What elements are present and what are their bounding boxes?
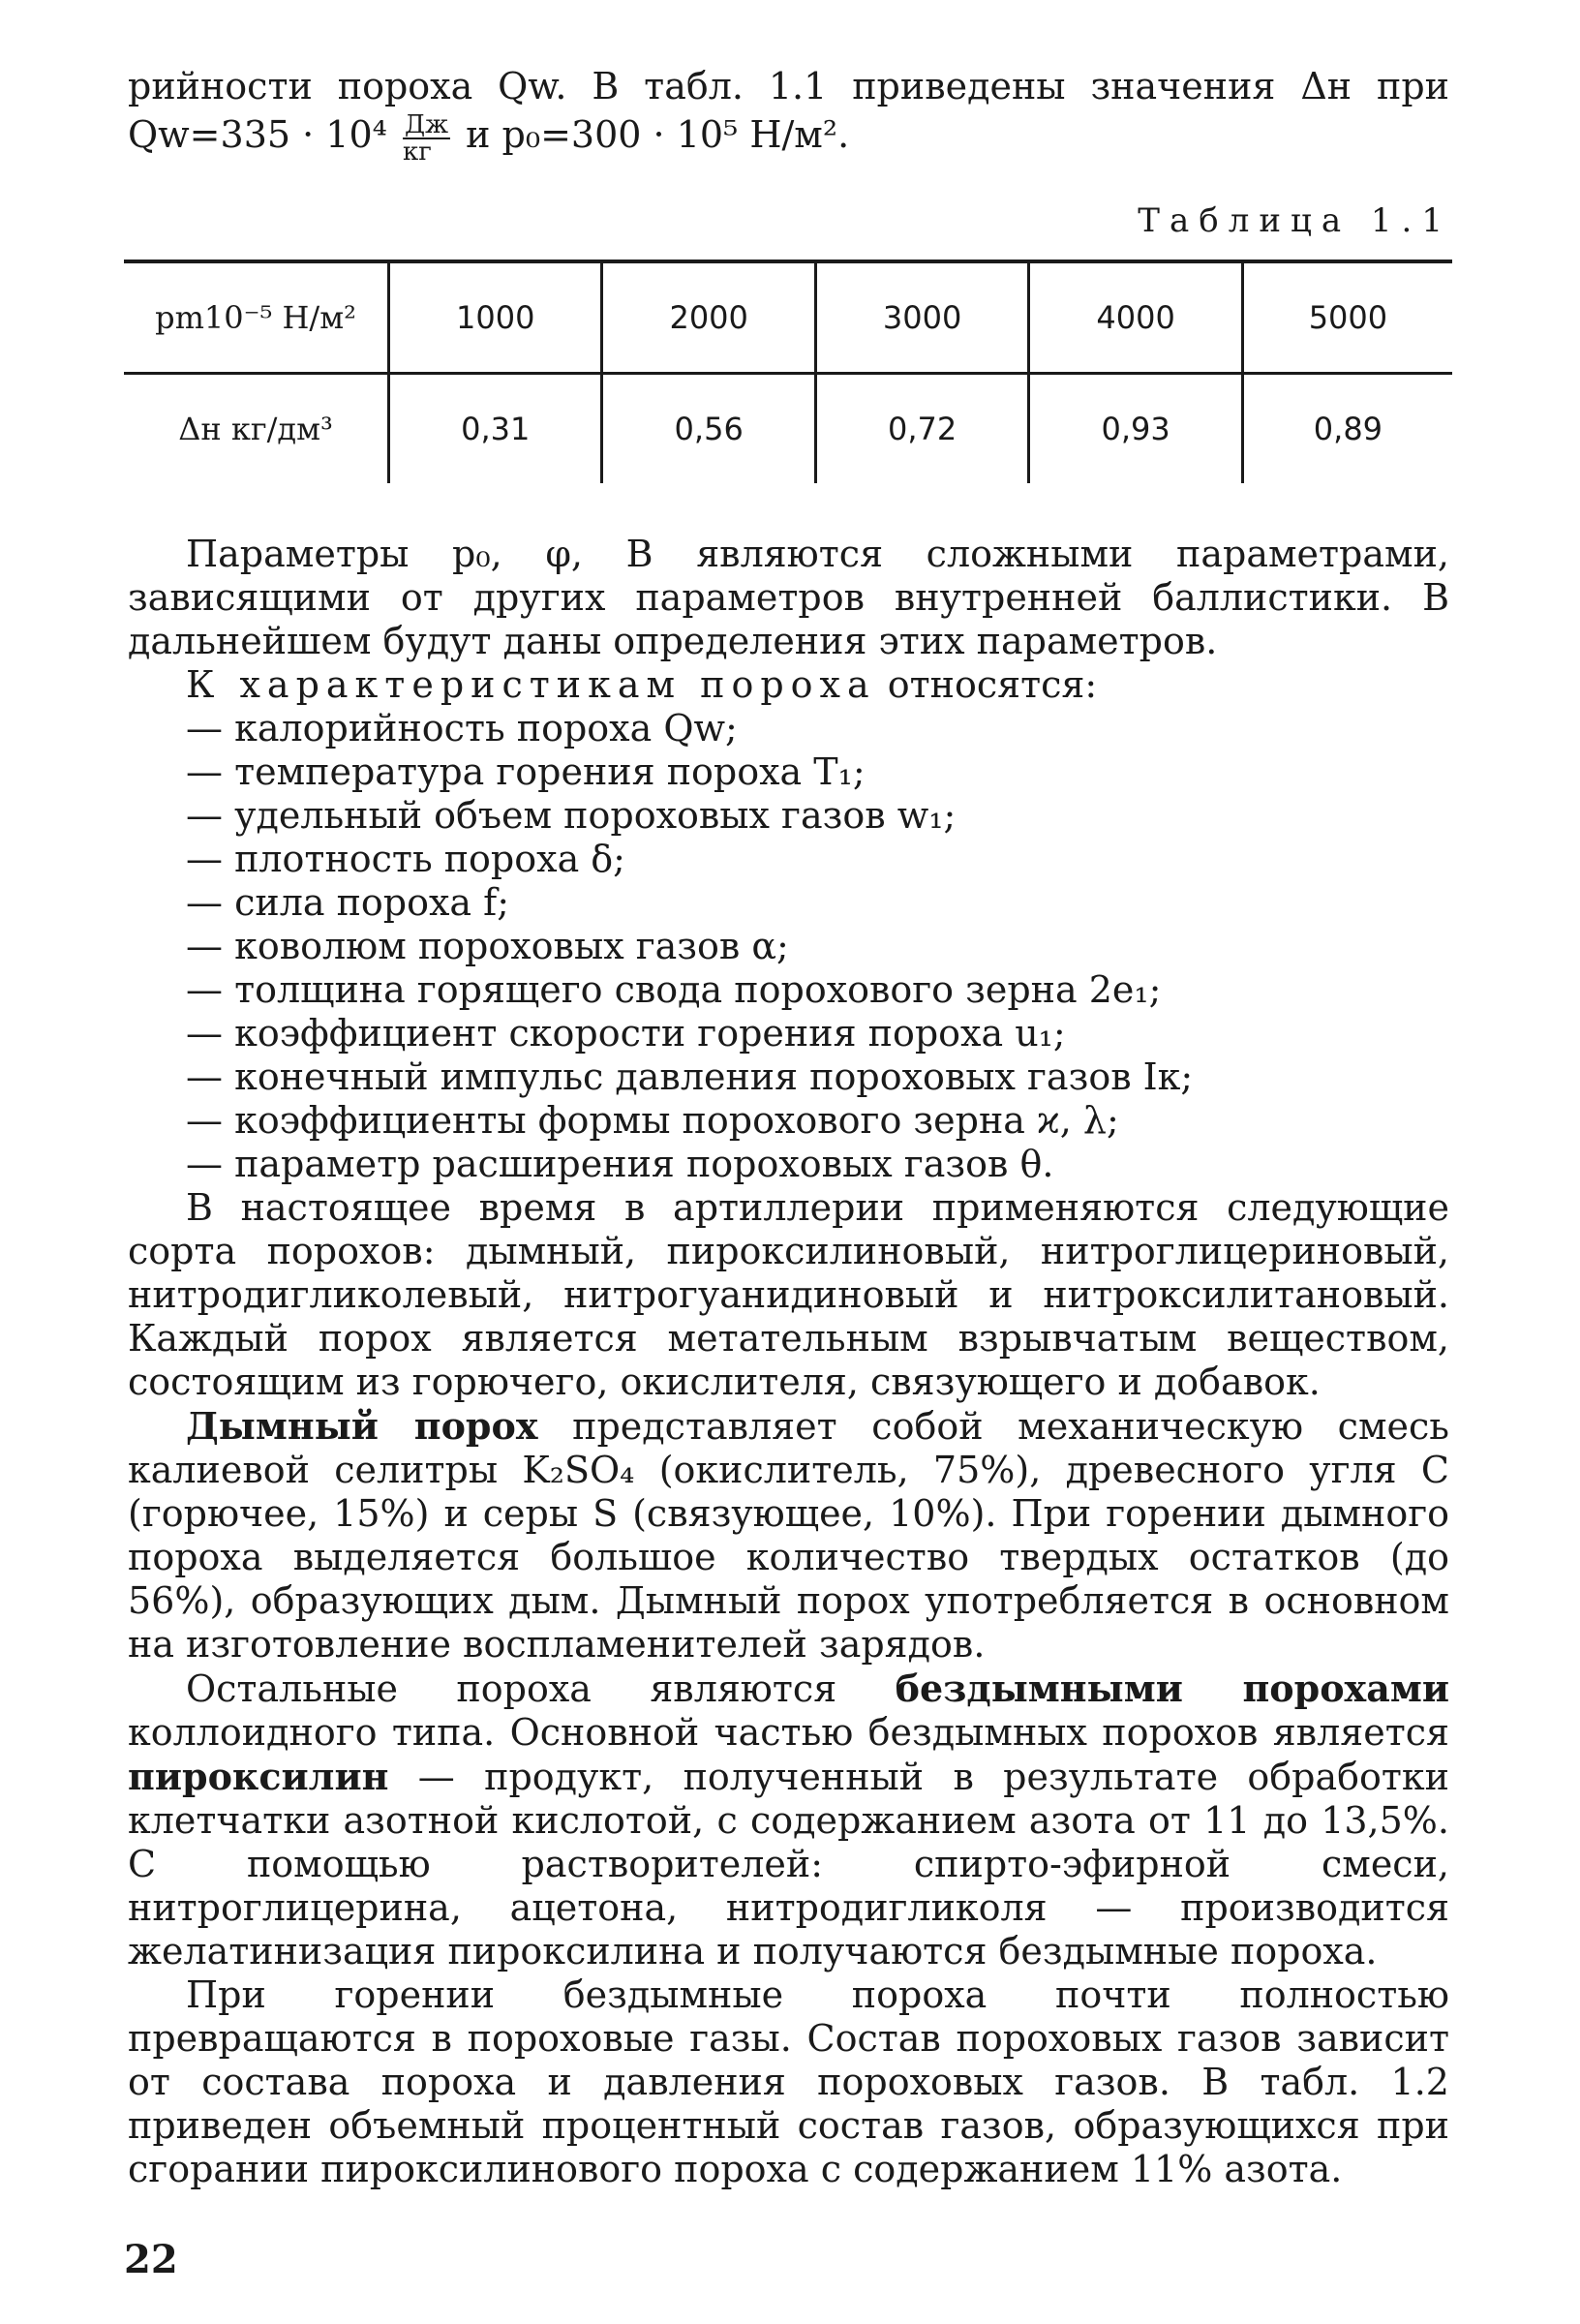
- list-item: — коэффициент скорости горения пороха u₁;: [186, 1012, 1066, 1055]
- paragraph-combustion: При горении бездымные пороха почти полностью превращаются в пороховые газы. Состав пороховых газов зависит от состава пороха и давления пороховых газов. В табл. 1.2 приведен объемный процентный состав газов, образующихся при сгорании пироксилинового пороха с содержанием 11% азота.: [128, 1973, 1449, 2190]
- value-cell: 0,31: [389, 374, 602, 484]
- page-number: 22: [124, 2237, 178, 2282]
- list-item: — конечный импульс давления пороховых газов Iк;: [186, 1055, 1194, 1098]
- heading-rest: относятся:: [887, 663, 1098, 706]
- table-header-row: [124, 261, 1452, 374]
- list-item: — коволюм пороховых газов α;: [186, 925, 789, 967]
- list-item: — толщина горящего свода порохового зерна 2e₁;: [186, 968, 1162, 1011]
- smokeless-text-c: — продукт, полученный в результате обработки клетчатки азотной кислотой, с содержанием азота от 11 до 13,5%. С помощью растворителей: спирто-эфирной смеси, нитроглицерина, ацетона, нитродигликоля — производится желатинизация пироксилина и получаются бездымные пороха.: [128, 1756, 1449, 1972]
- paragraph-black-powder: [128, 1404, 1449, 1667]
- spaced-heading: К характеристикам пороха: [186, 663, 876, 706]
- smokeless-text-a: Остальные пороха являются: [186, 1667, 896, 1710]
- list-item: — калорийность пороха Qw;: [186, 707, 738, 749]
- term-smokeless-powders: бездымными порохами: [895, 1667, 1450, 1710]
- term-black-powder: Дымный порох: [186, 1404, 538, 1448]
- paragraph-powder-types: В настоящее время в артиллерии применяются следующие сорта порохов: дымный, пироксилиновый, нитроглицериновый, нитродигликолевый, нитрогуанидиновый и нитроксилитановый. Каждый порох является метательным взрывчатым веществом, состоящим из горючего, окислителя, связующего и добавок.: [128, 1186, 1449, 1403]
- list-item: — плотность пороха δ;: [186, 838, 625, 880]
- fraction-denominator: кг: [402, 137, 432, 167]
- paragraph-parameters: Параметры p₀, φ, B являются сложными параметрами, зависящими от других параметров внутренней баллистики. В дальнейшем будут даны определения этих параметров.: [128, 533, 1449, 662]
- black-powder-text: представляет собой механическую смесь калиевой селитры K₂SO₄ (окислитель, 75%), древесного угля C (горючее, 15%) и серы S (связующее, 10%). При горении дымного пороха выделяется большое количество твердых остатков (до 56%), образующих дым. Дымный порох употребляется в основном на изготовление воспламенителей зарядов.: [128, 1405, 1449, 1666]
- pressure-cell: 5000: [1242, 261, 1452, 374]
- value-cell: 0,56: [602, 374, 815, 484]
- header-label-cell: pm10⁻⁵ Н/м²: [124, 261, 389, 374]
- fraction-numerator: Дж: [404, 109, 449, 139]
- intro-line-2: [128, 110, 1449, 165]
- pressure-cell: 4000: [1029, 261, 1242, 374]
- data-table: [124, 260, 1452, 483]
- paragraph-smokeless-powder: [128, 1667, 1449, 1973]
- list-item: — удельный объем пороховых газов w₁;: [186, 794, 957, 837]
- pressure-cell: 1000: [389, 261, 602, 374]
- row-label-cell: Δн кг/дм³: [178, 411, 333, 447]
- list-item: — температура горения пороха T₁;: [186, 750, 866, 793]
- intro-line-1: рийности пороха Qw. В табл. 1.1 приведены значения Δн при: [128, 65, 1449, 107]
- list-item: — сила пороха f;: [186, 881, 510, 924]
- smokeless-text-b: коллоидного типа. Основной частью бездымных порохов является: [128, 1711, 1449, 1754]
- body-text: [128, 533, 1449, 2191]
- intro-line-2-start: Qw=335 · 10⁴: [128, 113, 387, 156]
- table-value-row: [124, 374, 1452, 484]
- value-cell: 0,93: [1029, 374, 1242, 484]
- intro-line-2-end: и p₀=300 · 10⁵ Н/м².: [466, 113, 850, 156]
- value-cell: 0,89: [1242, 374, 1452, 484]
- table-caption: Таблица 1.1: [1138, 201, 1452, 240]
- pressure-cell: 2000: [602, 261, 815, 374]
- unit-fraction: [402, 109, 450, 167]
- list-item: — параметр расширения пороховых газов θ.: [186, 1143, 1054, 1185]
- intro-paragraph: [128, 62, 1449, 165]
- paragraph-characteristics-heading: [128, 663, 1449, 707]
- pressure-cell: 3000: [815, 261, 1028, 374]
- list-item: — коэффициенты формы порохового зерна ϰ, λ;: [186, 1099, 1119, 1142]
- term-pyroxylin: пироксилин: [128, 1755, 389, 1798]
- value-cell: 0,72: [815, 374, 1028, 484]
